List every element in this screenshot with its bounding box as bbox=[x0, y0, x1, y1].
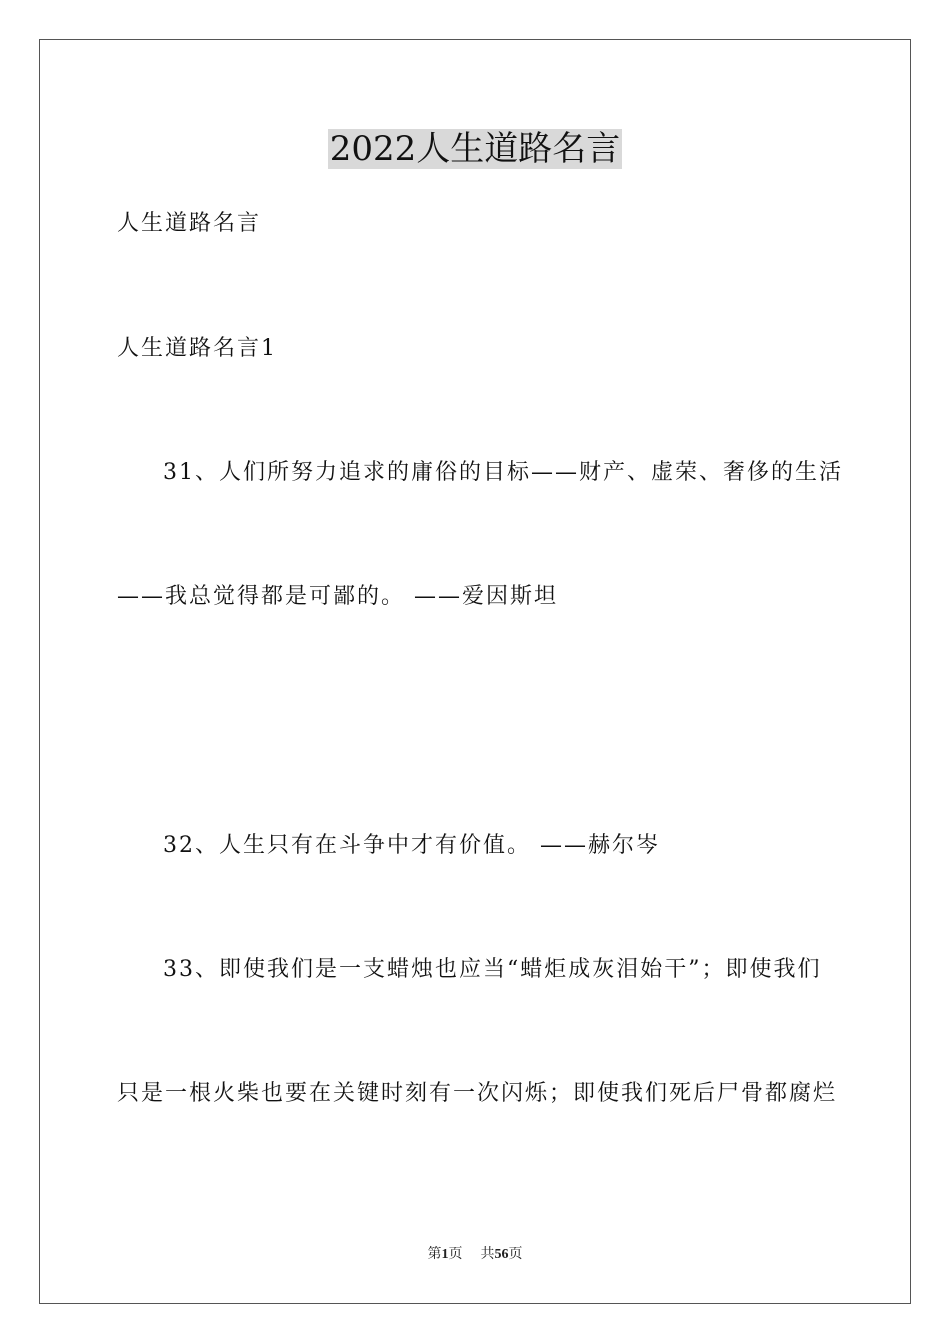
page-suffix: 页 bbox=[448, 1247, 463, 1262]
document-title-text: 2022人生道路名言 bbox=[329, 129, 621, 169]
total-suffix: 页 bbox=[508, 1247, 523, 1262]
page-footer bbox=[0, 1246, 950, 1264]
quote-33-line-2: 只是一根火柴也要在关键时刻有一次闪烁；即使我们死后尸骨都腐烂 bbox=[117, 1081, 838, 1106]
total-pages: 56 bbox=[494, 1247, 509, 1262]
total-prefix: 共 bbox=[480, 1247, 495, 1262]
quote-31-line-1: 31、人们所努力追求的庸俗的目标——财产、虚荣、奢侈的生活 bbox=[163, 460, 843, 485]
document-title bbox=[0, 128, 950, 170]
quote-33-line-1: 33、即使我们是一支蜡烛也应当“蜡炬成灰泪始干”；即使我们 bbox=[163, 957, 822, 982]
document-subtitle: 人生道路名言 bbox=[117, 211, 262, 236]
page-number: 1 bbox=[441, 1247, 449, 1262]
section-heading: 人生道路名言1 bbox=[117, 336, 277, 361]
quote-32-line-1: 32、人生只有在斗争中才有价值。 ——赫尔岑 bbox=[163, 833, 660, 858]
quote-31-line-2: ——我总觉得都是可鄙的。 ——爱因斯坦 bbox=[117, 584, 558, 609]
page-prefix: 第 bbox=[427, 1247, 442, 1262]
